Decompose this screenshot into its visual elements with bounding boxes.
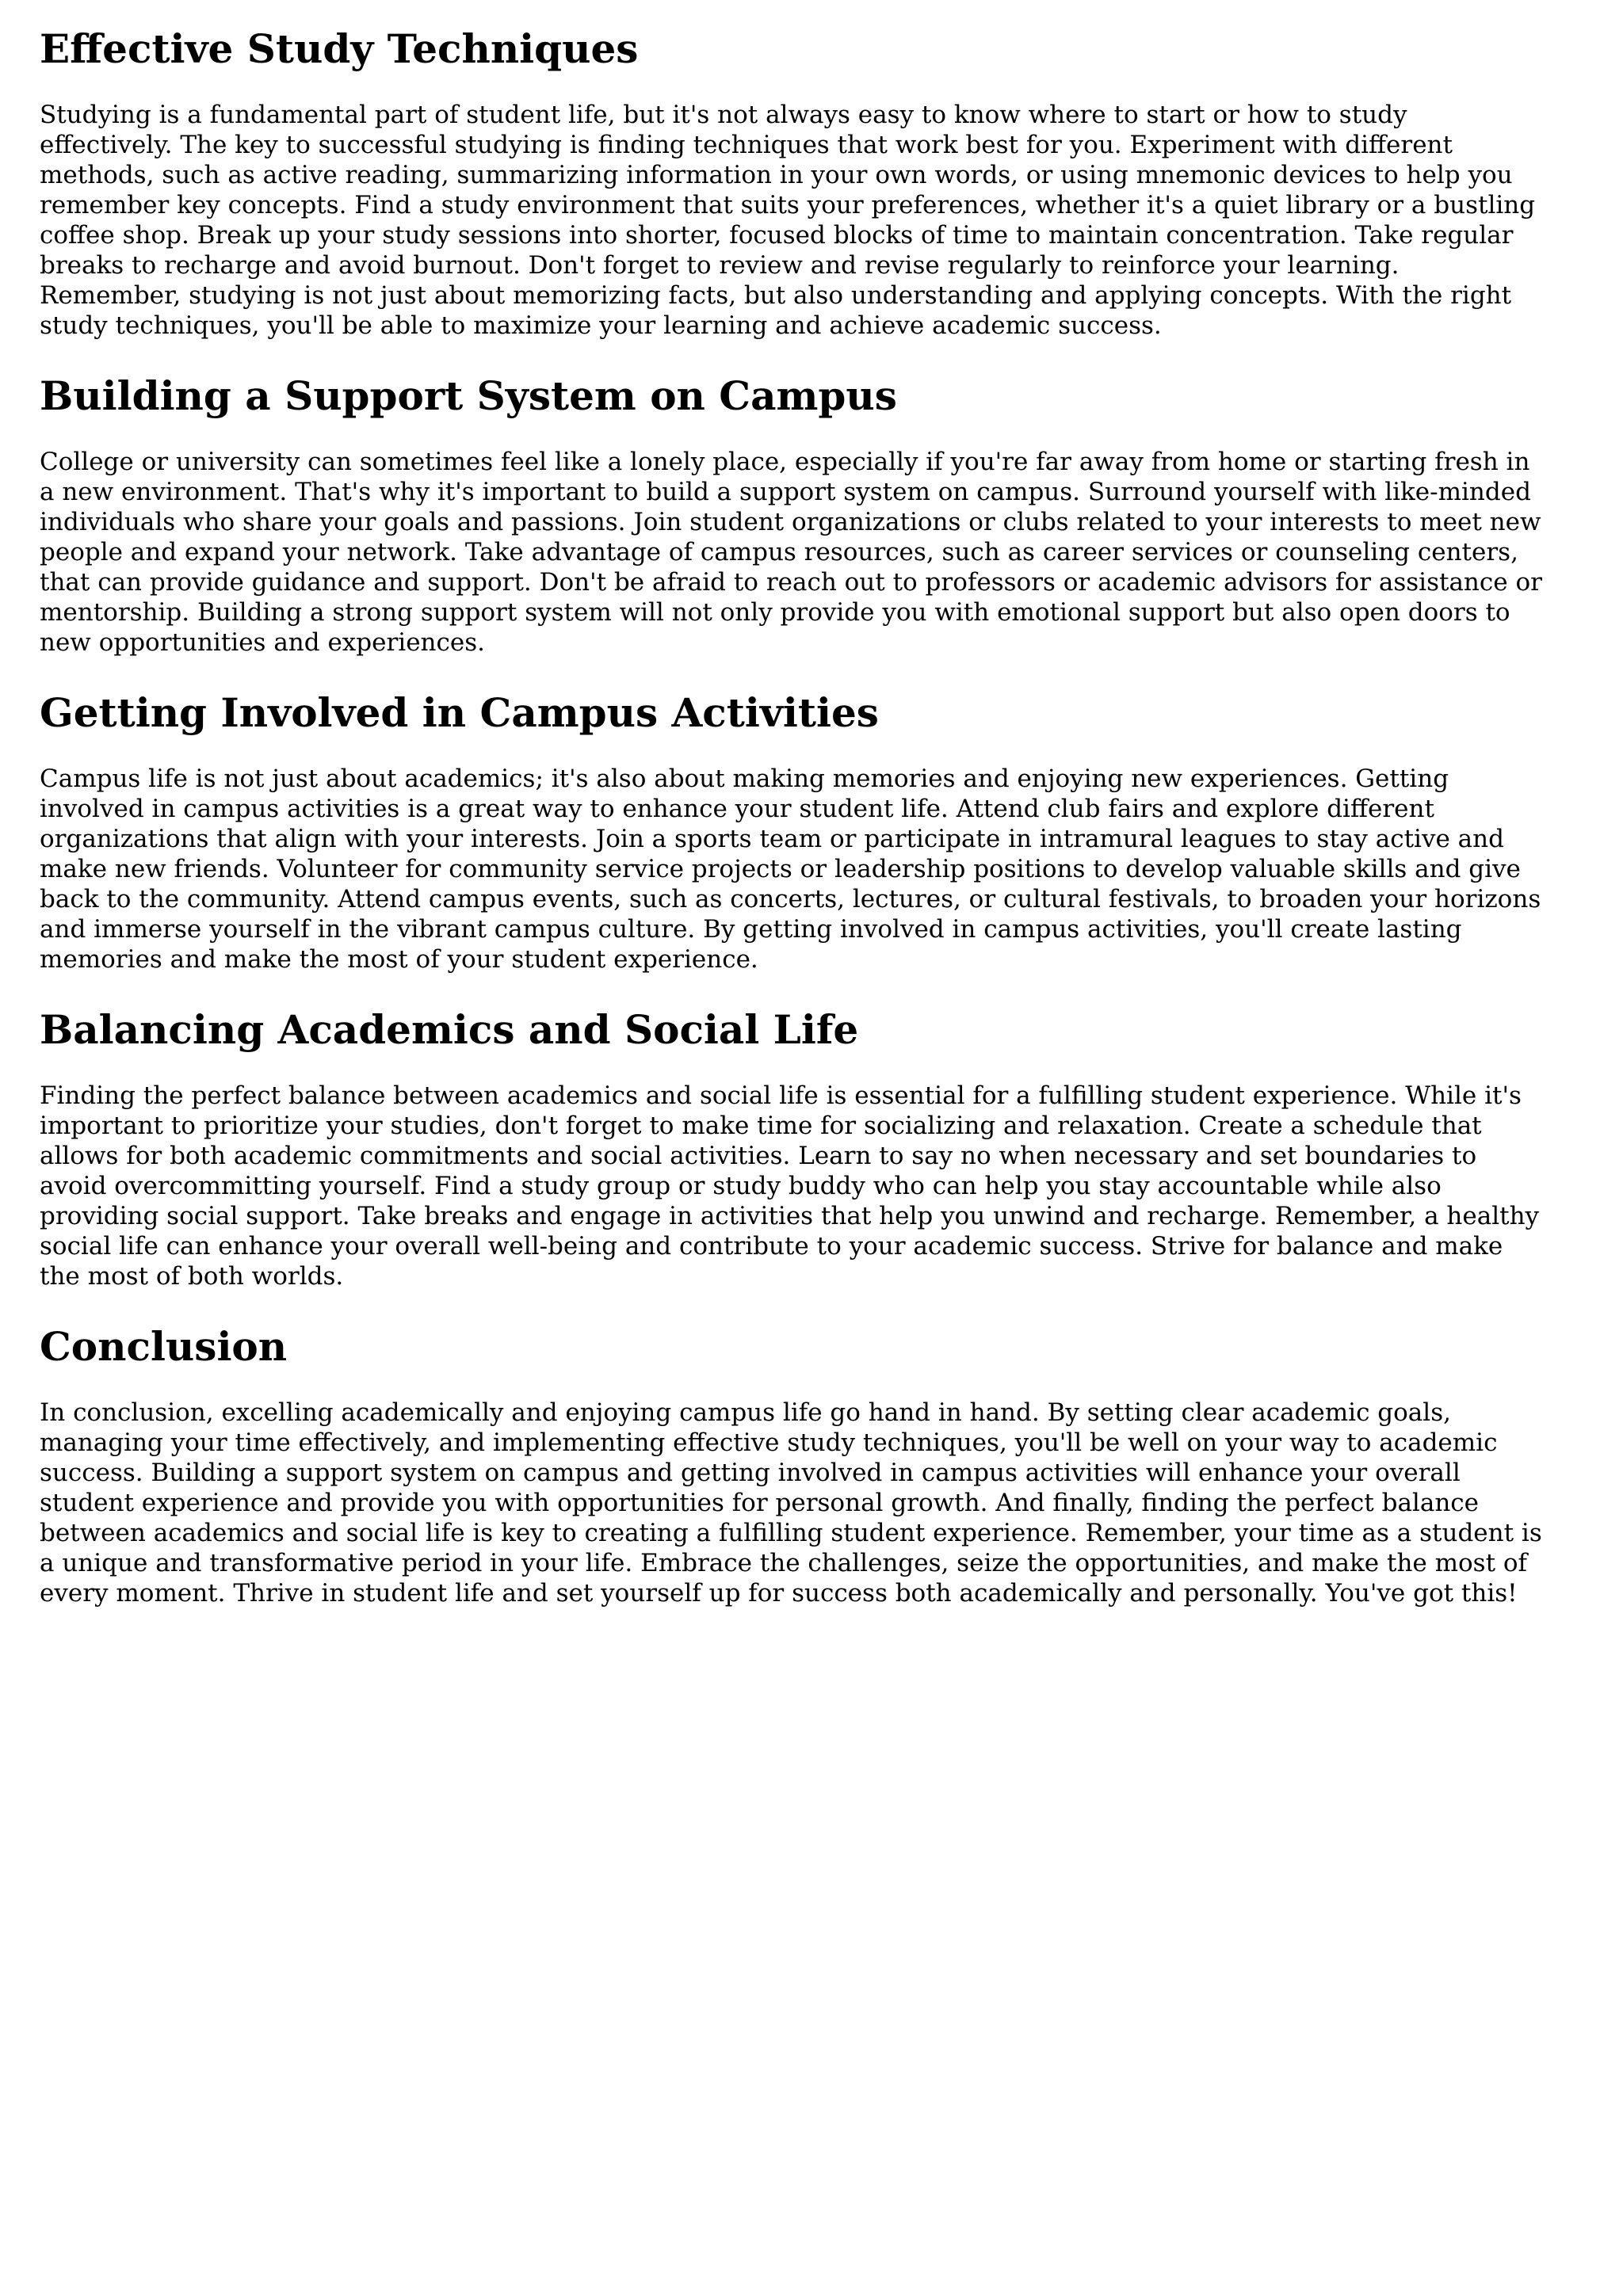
section-paragraph: Studying is a fundamental part of student life, but it's not always easy to know where to start or how to study effectively. The key to successful studying is finding techniques that work best for you. Experiment with different methods, such as active reading, summarizing information in your own words, or using mnemonic devices to help you remember key concepts. Find a study environment that suits your preferences, whether it's a quiet library or a bustling coffee shop. Break up your study sessions into shorter, focused blocks of time to maintain concentration. Take regular breaks to recharge and avoid burnout. Don't forget to review and revise regularly to reinforce your learning. Remember, studying is not just about memorizing facts, but also understanding and applying concepts. With the right study techniques, you'll be able to maximize your learning and achieve academic success. [40,101,1536,340]
section-heading: Balancing Academics and Social Life [40,1006,859,1053]
section-paragraph: Campus life is not just about academics; it's also about making memories and enjoying new experiences. Getting involved in campus activities is a great way to enhance your student life. Attend club fairs and explore different organizations that align with your interests. Join a sports team or participate in intramural leagues to stay active and make new friends. Volunteer for community service projects or leadership positions to develop valuable skills and give back to the community. Attend campus events, such as concerts, lectures, or cultural festivals, to broaden your horizons and immerse yourself in the vibrant campus culture. By getting involved in campus activities, you'll create lasting memories and make the most of your student experience. [40,765,1541,974]
section-heading: Effective Study Techniques [40,25,639,72]
section-heading: Building a Support System on Campus [40,372,897,419]
section-building-support-system [40,374,1583,658]
section-balancing-academics [40,1008,1583,1291]
section-paragraph: In conclusion, excelling academically and enjoying campus life go hand in hand. By setting clear academic goals, managing your time effectively, and implementing effective study techniques, you'll be well on your way to academic success. Building a support system on campus and getting involved in campus activities will enhance your overall student experience and provide you with opportunities for personal growth. And finally, finding the perfect balance between academics and social life is key to creating a fulfilling student experience. Remember, your time as a student is a unique and transformative period in your life. Embrace the challenges, seize the opportunities, and make the most of every moment. Thrive in student life and set yourself up for success both academically and personally. You've got this! [40,1398,1542,1608]
section-paragraph: College or university can sometimes feel like a lonely place, especially if you're far away from home or starting fresh in a new environment. That's why it's important to build a support system on campus. Surround yourself with like-minded individuals who share your goals and passions. Join student organizations or clubs related to your interests to meet new people and expand your network. Take advantage of campus resources, such as career services or counseling centers, that can provide guidance and support. Don't be afraid to reach out to professors or academic advisors for assistance or mentorship. Building a strong support system will not only provide you with emotional support but also open doors to new opportunities and experiences. [40,448,1542,657]
section-heading: Getting Involved in Campus Activities [40,689,879,736]
section-heading: Conclusion [40,1323,288,1370]
section-conclusion [40,1325,1583,1608]
section-effective-study-techniques [40,27,1583,341]
section-getting-involved [40,691,1583,974]
section-paragraph: Finding the perfect balance between academics and social life is essential for a fulfilling student experience. While it's important to prioritize your studies, don't forget to make time for socializing and relaxation. Create a schedule that allows for both academic commitments and social activities. Learn to say no when necessary and set boundaries to avoid overcommitting yourself. Find a study group or study buddy who can help you stay accountable while also providing social support. Take breaks and engage in activities that help you unwind and recharge. Remember, a healthy social life can enhance your overall well-being and contribute to your academic success. Strive for balance and make the most of both worlds. [40,1081,1540,1291]
